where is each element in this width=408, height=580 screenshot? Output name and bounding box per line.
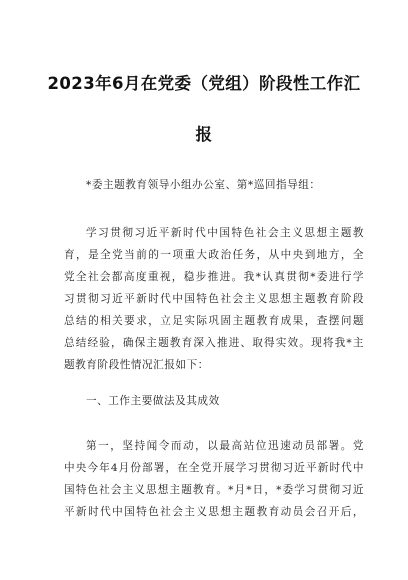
paragraph-1-line: 学习贯彻习近平新时代中国特色社会主义思想主题教: [86, 227, 364, 239]
paragraph-1-line: 总结经验，确保主题教育深入推进、取得实效。现将我*主: [64, 337, 364, 349]
paragraph-1-line: 育，是全党当前的一项重大政治任务，从中央到地方，全: [64, 249, 364, 261]
paragraph-1-line: 总结的相关要求，立足实际巩固主题教育成果，查摆问题: [64, 315, 364, 327]
paragraph-2-line: 第一，坚持闻令而动，以最高站位迅速动员部署。党: [86, 440, 364, 452]
paragraph-1-line: 党全社会都高度重视，稳步推进。我*认真贯彻*委进行学: [64, 271, 364, 283]
paragraph-1-line: 习贯彻习近平新时代中国特色社会主义思想主题教育阶段: [64, 293, 364, 305]
paragraph-2-line: 国特色社会主义思想主题教育。*月*日，*委学习贯彻习近: [64, 484, 364, 496]
paragraph-2-line: 中央今年4月份部署，在全党开展学习贯彻习近平新时代中: [64, 462, 364, 474]
salutation: *委主题教育领导小组办公室、第*巡回指导组：: [86, 179, 321, 191]
document-title-line-1: 2023年6月在党委（党组）阶段性工作汇: [47, 74, 361, 93]
paragraph-2-line: 平新时代中国特色社会主义思想主题教育动员会召开后，: [64, 506, 364, 518]
section-1-heading: 一、工作主要做法及其成效: [86, 395, 220, 407]
paragraph-1-line: 题教育阶段性情况汇报如下：: [64, 359, 209, 371]
document-title-line-2: 报: [195, 125, 213, 144]
